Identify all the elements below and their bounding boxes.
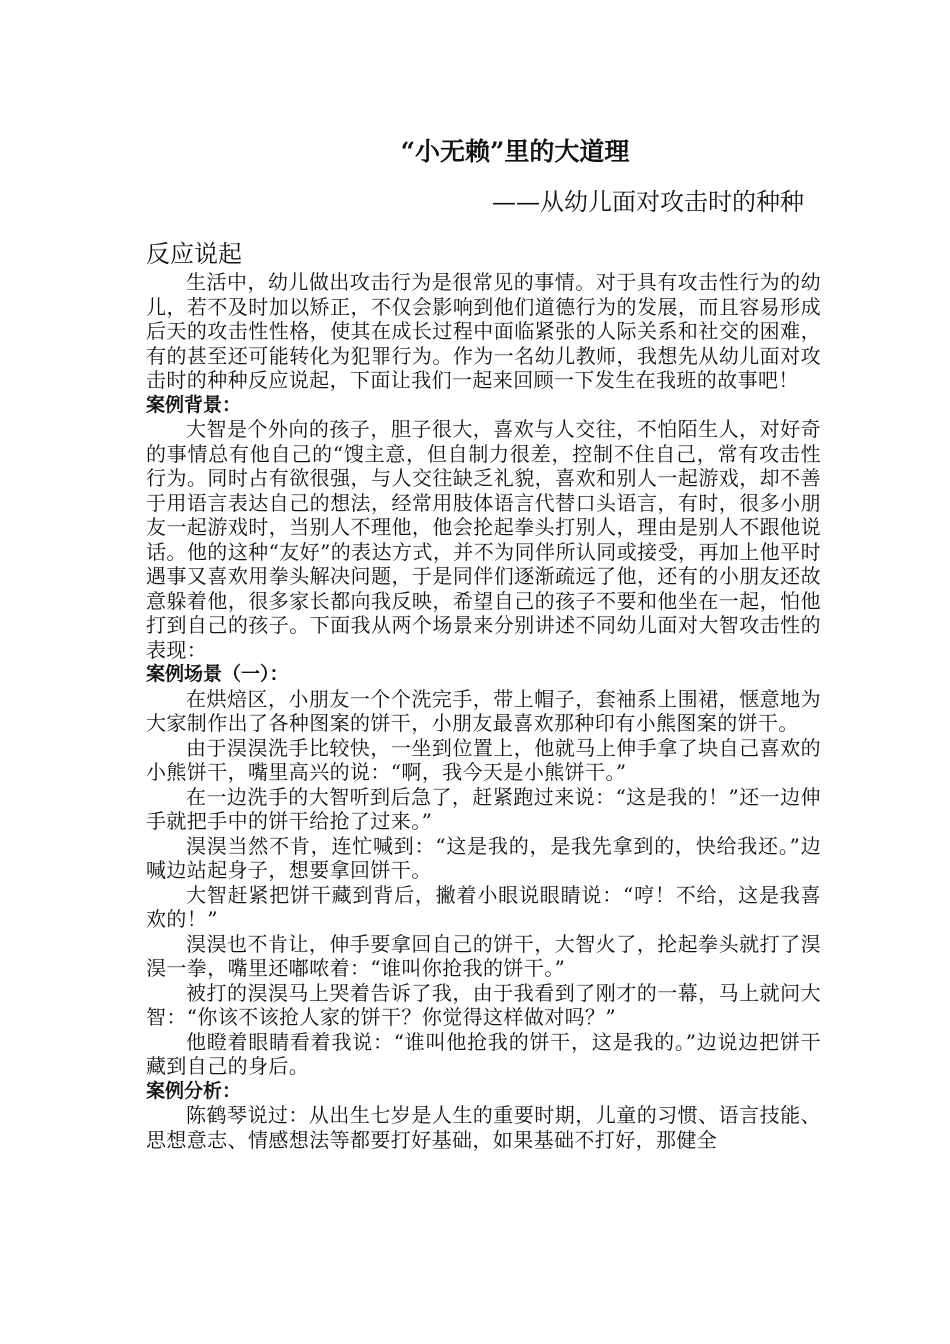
document-body [146, 270, 821, 1152]
analysis-paragraph: 陈鹤琴说过：从出生七岁是人生的重要时期，儿童的习惯、语言技能、思想意志、情感想法等都要打好基础，如果基础不打好，那健全 [146, 1103, 821, 1152]
scene-paragraph: 他瞪着眼睛看着我说：“谁叫他抢我的饼干，这是我的。”边说边把饼干藏到自己的身后。 [146, 1029, 821, 1078]
intro-paragraph: 生活中，幼儿做出攻击行为是很常见的事情。对于具有攻击性行为的幼儿，若不及时加以矫正，不仅会影响到他们道德行为的发展，而且容易形成后天的攻击性性格，使其在成长过程中面临紧张的人际关系和社交的困难，有的甚至还可能转化为犯罪行为。作为一名幼儿教师，我想先从幼儿面对攻击时的种种反应说起，下面让我们一起来回顾一下发生在我班的故事吧！ [146, 270, 821, 392]
scene-paragraph: 淏淏也不肯让，伸手要拿回自己的饼干，大智火了，抡起拳头就打了淏淏一拳，嘴里还嘟哝着：“谁叫你抢我的饼干。” [146, 931, 821, 980]
scene-paragraph: 淏淏当然不肯，连忙喊到：“这是我的，是我先拿到的，快给我还。”边喊边站起身子，想要拿回饼干。 [146, 833, 821, 882]
scene-paragraph: 由于淏淏洗手比较快，一坐到位置上，他就马上伸手拿了块自己喜欢的小熊饼干，嘴里高兴的说：“啊，我今天是小熊饼干。” [146, 735, 821, 784]
section-heading-background: 案例背景： [146, 393, 242, 416]
document-subtitle-continued: 反应说起 [146, 240, 242, 268]
section-heading-analysis: 案例分析： [146, 1079, 242, 1102]
scene-paragraph: 在烘焙区，小朋友一个个洗完手，带上帽子，套袖系上围裙，惬意地为大家制作出了各种图案的饼干，小朋友最喜欢那种印有小熊图案的饼干。 [146, 686, 821, 735]
background-paragraph: 大智是个外向的孩子，胆子很大，喜欢与人交往，不怕陌生人，对好奇的事情总有他自己的“馊主意，但自制力很差，控制不住自己，常有攻击性行为。同时占有欲很强，与人交往缺乏礼貌，喜欢和别人一起游戏，却不善于用语言表达自己的想法，经常用肢体语言代替口头语言，有时，很多小朋友一起游戏时，当别人不理他，他会抡起拳头打别人，理由是别人不跟他说话。他的这种“友好”的表达方式，并不为同伴所认同或接受，再加上他平时遇事又喜欢用拳头解决问题，于是同伴们逐渐疏远了他，还有的小朋友还故意躲着他，很多家长都向我反映，希望自己的孩子不要和他坐在一起，怕他打到自己的孩子。下面我从两个场景来分别讲述不同幼儿面对大智攻击性的表现： [146, 417, 821, 662]
scene-paragraph: 被打的淏淏马上哭着告诉了我，由于我看到了刚才的一幕，马上就问大智：“你该不该抢人家的饼干？你觉得这样做对吗？” [146, 980, 821, 1029]
scene-paragraph: 大智赶紧把饼干藏到背后，撇着小眼说眼睛说：“哼！不给，这是我喜欢的！” [146, 882, 821, 931]
scene-paragraph: 在一边洗手的大智听到后急了，赶紧跑过来说：“这是我的！”还一边伸手就把手中的饼干给抢了过来。” [146, 784, 821, 833]
document-subtitle: ——从幼儿面对攻击时的种种 [492, 188, 804, 216]
section-heading-scene-1: 案例场景（一）： [146, 663, 289, 685]
document-title: “小无赖”里的大道理 [400, 137, 630, 166]
